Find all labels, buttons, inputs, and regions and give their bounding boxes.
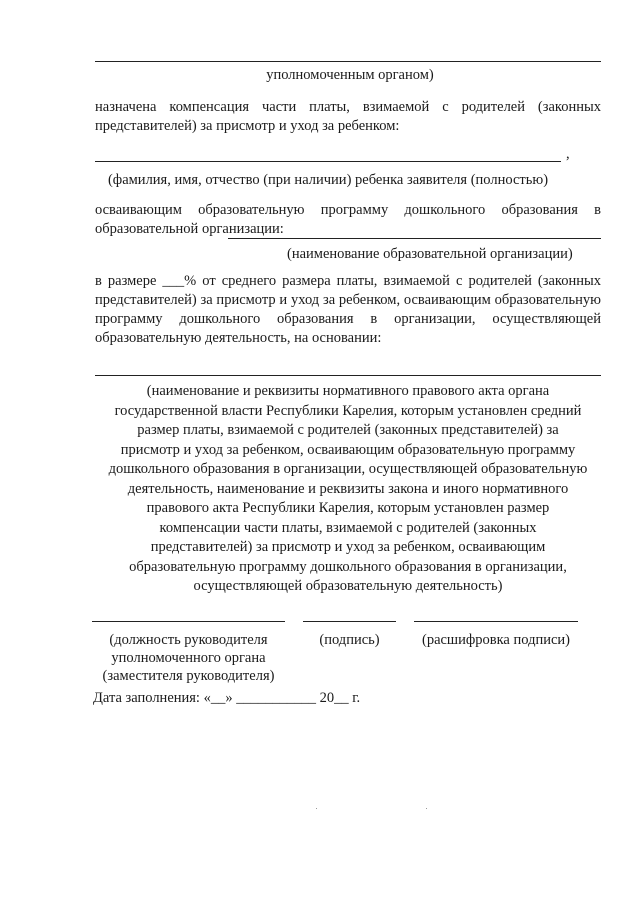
position-label-line: (должность руководителя <box>109 632 268 648</box>
basis-caption-line: дошкольного образования в организации, осуществляющей образовательную <box>108 461 588 477</box>
fill-date: Дата заполнения: «__» ___________ 20__ г. <box>93 690 361 706</box>
child-name-caption: (фамилия, имя, отчество (при наличии) ребенка заявителя (полностью) <box>107 172 549 188</box>
basis-caption-line: правового акта Республики Карелия, которым установлен размер <box>146 500 550 516</box>
basis-caption-line: размер платы, взимаемой с родителей (законных представителей) за <box>137 422 559 438</box>
program-text: осваивающим образовательную программу дошкольного образования в образовательной организации: <box>95 202 601 237</box>
org-name-caption: (наименование образовательной организации) <box>287 246 573 262</box>
header-caption: уполномоченным органом) <box>266 67 434 83</box>
scan-speck <box>426 808 427 809</box>
position-label-line: (заместителя руководителя) <box>102 668 275 684</box>
position-label-line: уполномоченного органа <box>111 650 266 666</box>
basis-caption-line: деятельность, наименование и реквизиты закона и иного нормативного <box>127 480 569 497</box>
basis-caption-line: компенсации части платы, взимаемой с родителей (законных <box>159 519 537 536</box>
header-rule <box>95 61 601 62</box>
decode-line[interactable] <box>414 621 578 622</box>
position-line[interactable] <box>92 621 285 622</box>
basis-caption <box>95 382 601 597</box>
basis-caption-line: государственной власти Республики Карелия, которым установлен средний <box>114 402 582 419</box>
child-name-line[interactable] <box>95 161 561 162</box>
signature-label: (подпись) <box>319 632 380 648</box>
assignment-text: назначена компенсация части платы, взимаемой с родителей (законных представителей) за присмотр и уход за ребенком: <box>95 99 601 134</box>
signature-line[interactable] <box>303 621 396 622</box>
position-label <box>82 631 295 685</box>
scan-speck <box>316 808 317 809</box>
basis-line[interactable] <box>95 375 601 376</box>
basis-caption-line: осуществляющей образовательную деятельность) <box>193 578 503 594</box>
basis-caption-line: представителей) за присмотр и уход за ребенком, осваивающим <box>150 539 546 555</box>
amount-text: в размере ___% от среднего размера платы, взимаемой с родителей (законных представителей) за присмотр и уход за ребенком, осваивающим образовательную программу дошкольного образования в организации, осуществляющей образовательную деятельность, на основании: <box>95 273 601 346</box>
basis-caption-line: образовательную программу дошкольного образования в организации, <box>129 558 567 575</box>
org-name-line[interactable] <box>228 238 601 239</box>
basis-caption-line: (наименование и реквизиты нормативного правового акта органа <box>146 383 550 399</box>
comma-mark: , <box>566 146 570 162</box>
basis-caption-line: присмотр и уход за ребенком, осваивающим образовательную программу <box>120 441 576 458</box>
decode-label: (расшифровка подписи) <box>421 632 571 648</box>
